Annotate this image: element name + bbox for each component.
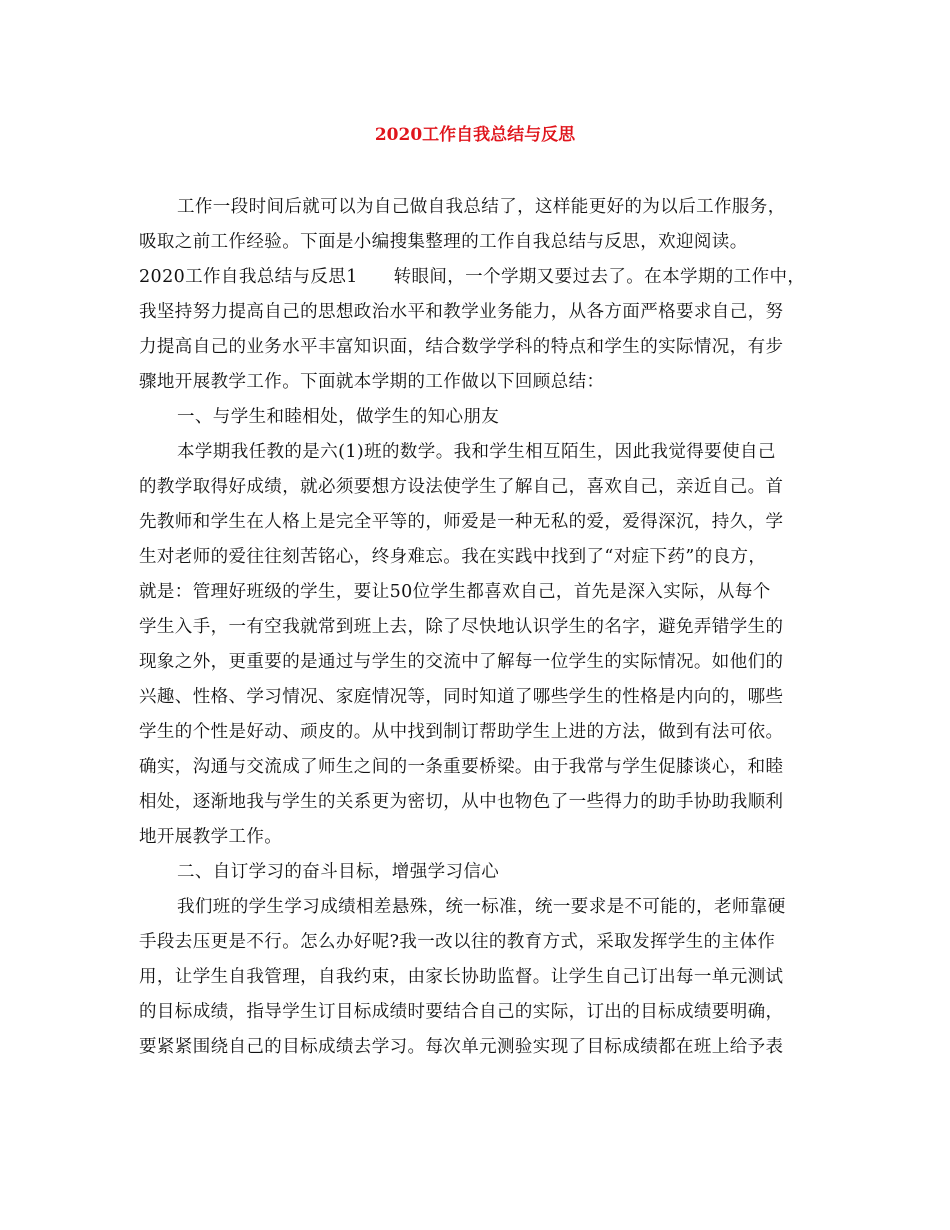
section-heading-2: 二、自订学习的奋斗目标，增强学习信心	[177, 862, 500, 882]
body-line-24: 的目标成绩，指导学生订目标成绩时要结合自己的实际，订出的目标成绩要明确，	[139, 1002, 784, 1022]
body-line-13: 学生入手，一有空我就常到班上去，除了尽快地认识学生的名字，避免弄错学生的	[139, 617, 784, 637]
body-line-18: 相处，逐渐地我与学生的关系更为密切，从中也物色了一些得力的助手协助我顺利	[139, 792, 784, 812]
body-line-23: 用，让学生自我管理，自我约束，由家长协助监督。让学生自己订出每一单元测试	[139, 967, 784, 987]
body-line-9: 的教学取得好成绩，就必须要想方设法使学生了解自己，喜欢自己，亲近自己。首	[139, 477, 784, 497]
section-heading-1: 一、与学生和睦相处，做学生的知心朋友	[177, 407, 500, 427]
body-line-15: 兴趣、性格、学习情况、家庭情况等，同时知道了哪些学生的性格是内向的，哪些	[139, 687, 784, 707]
body-line-21: 我们班的学生学习成绩相差悬殊，统一标准，统一要求是不可能的，老师靠硬	[177, 897, 786, 917]
body-line-16: 学生的个性是好动、顽皮的。从中找到制订帮助学生上进的方法，做到有法可依。	[139, 722, 784, 742]
body-line-2: 吸取之前工作经验。下面是小编搜集整理的工作自我总结与反思，欢迎阅读。	[139, 232, 748, 252]
body-line-12: 就是：管理好班级的学生，要让50位学生都喜欢自己，首先是深入实际，从每个	[139, 582, 771, 602]
body-line-4: 我坚持努力提高自己的思想政治水平和教学业务能力，从各方面严格要求自己，努	[139, 302, 784, 322]
body-line-17: 确实，沟通与交流成了师生之间的一条重要桥梁。由于我常与学生促膝谈心，和睦	[139, 757, 784, 777]
body-line-19: 地开展教学工作。	[139, 827, 283, 847]
document-title: 2020工作自我总结与反思	[374, 125, 576, 145]
body-line-8: 本学期我任教的是六(1)班的数学。我和学生相互陌生，因此我觉得要使自己	[177, 442, 776, 462]
body-line-5: 力提高自己的业务水平丰富知识面，结合数学学科的特点和学生的实际情况，有步	[139, 337, 784, 357]
body-line-25: 要紧紧围绕自己的目标成绩去学习。每次单元测验实现了目标成绩都在班上给予表	[139, 1037, 784, 1057]
body-line-6: 骤地开展教学工作。下面就本学期的工作做以下回顾总结：	[139, 372, 605, 392]
body-line-11: 生对老师的爱往往刻苦铭心，终身难忘。我在实践中找到了“对症下药”的良方，	[139, 547, 767, 567]
body-line-10: 先教师和学生在人格上是完全平等的，师爱是一种无私的爱，爱得深沉，持久，学	[139, 512, 784, 532]
body-line-3: 2020工作自我总结与反思1 转眼间，一个学期又要过去了。在本学期的工作中，	[139, 267, 806, 287]
body-line-22: 手段去压更是不行。怎么办好呢?我一改以往的教育方式，采取发挥学生的主体作	[139, 932, 776, 952]
body-line-14: 现象之外，更重要的是通过与学生的交流中了解每一位学生的实际情况。如他们的	[139, 652, 784, 672]
body-line-1: 工作一段时间后就可以为自己做自我总结了，这样能更好的为以后工作服务，	[177, 197, 786, 217]
